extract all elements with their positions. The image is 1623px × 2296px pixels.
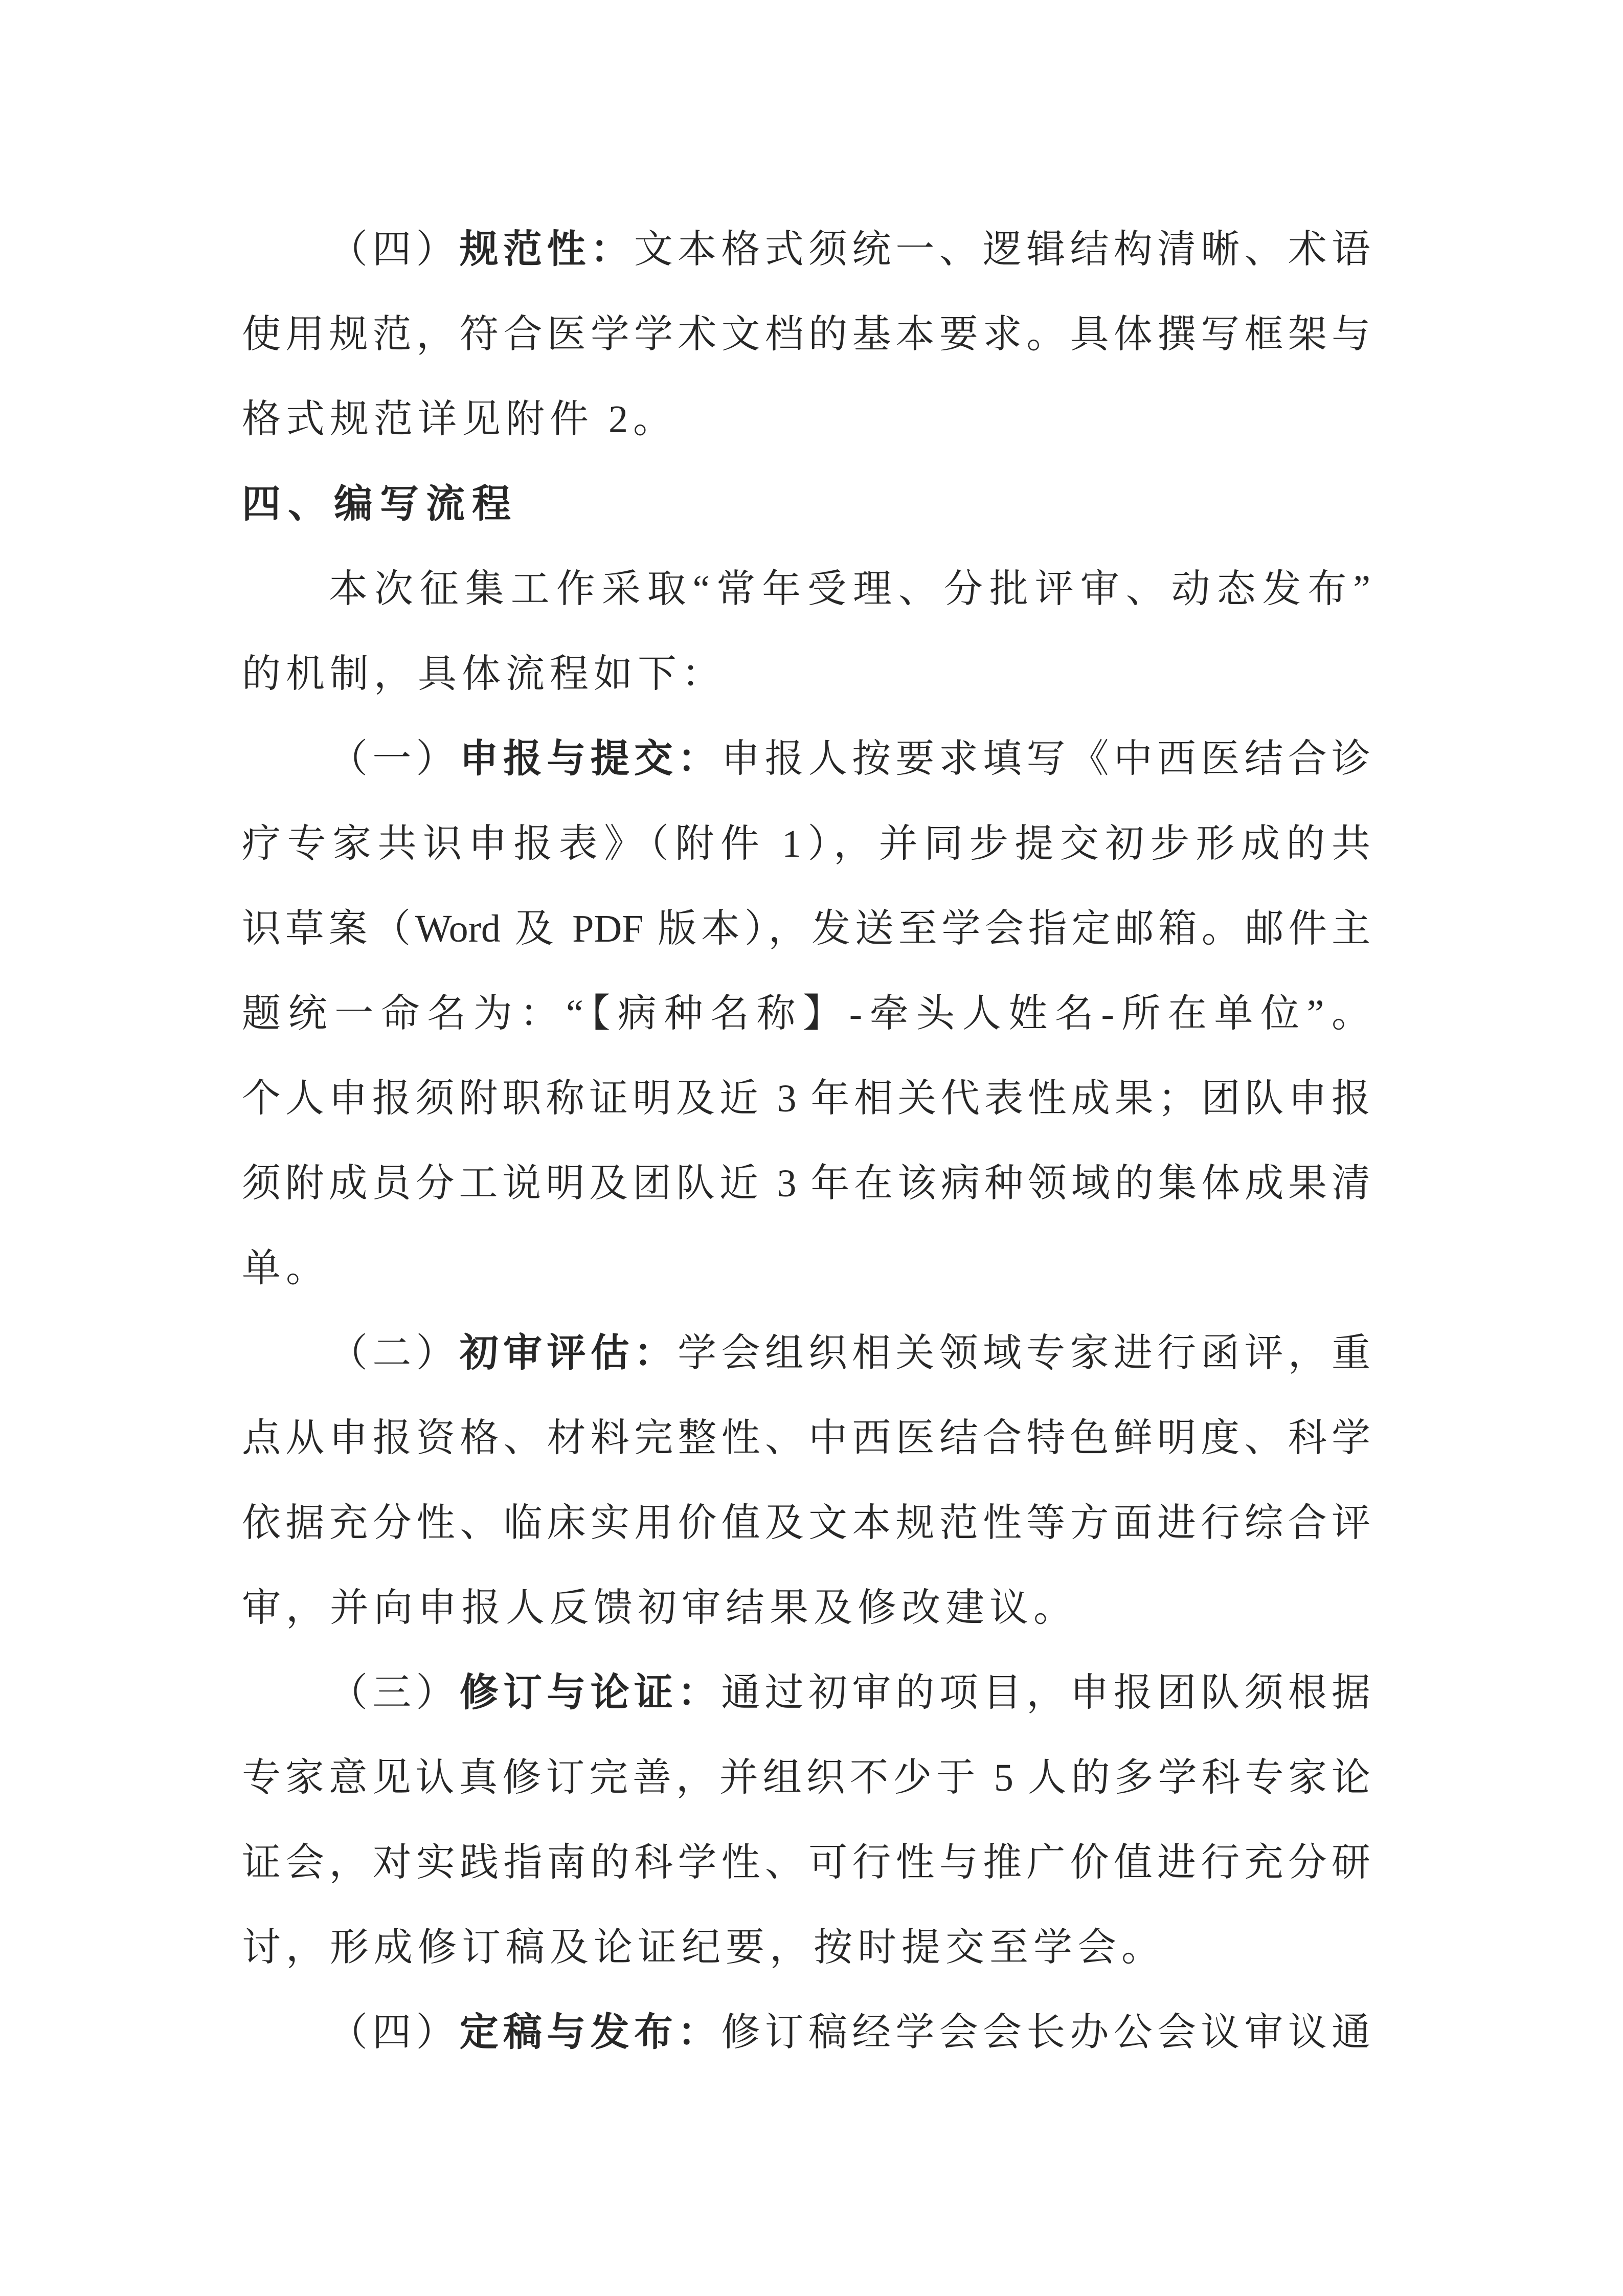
text-line — [242, 1921, 1370, 1974]
text-run: 审，并向申报人反馈初审结果及修改建议。 — [242, 1587, 1077, 1630]
text-run: （四） — [329, 2011, 460, 2054]
bold-text-run: 初审评估： — [459, 1332, 678, 1375]
bold-text-run: 规范性： — [459, 228, 634, 271]
text-run: 单。 — [242, 1247, 330, 1290]
text-line — [242, 987, 1370, 1040]
text-run: 个人申报须附职称证明及近 3 年相关代表性成果；团队申报 — [242, 1077, 1370, 1120]
text-line — [242, 1497, 1370, 1550]
text-run: 的机制，具体流程如下： — [242, 653, 726, 696]
bold-text-run: 修订与论证： — [459, 1671, 722, 1714]
text-line — [242, 393, 1370, 446]
text-run: 格式规范详见附件 2。 — [242, 398, 677, 441]
text-run: 本次征集工作采取“常年受理、分批评审、动态发布” — [329, 568, 1370, 611]
text-line — [242, 1327, 1370, 1380]
text-line — [242, 1836, 1370, 1889]
text-run: 须附成员分工说明及团队近 3 年在该病种领域的集体成果清 — [242, 1162, 1370, 1205]
text-line — [242, 1751, 1370, 1804]
document-text-block — [242, 0, 1370, 2296]
text-line — [242, 1242, 1370, 1295]
text-run: 证会，对实践指南的科学性、可行性与推广价值进行充分研 — [242, 1841, 1370, 1884]
text-line — [242, 902, 1370, 955]
text-line — [242, 1666, 1370, 1720]
text-run: 疗专家共识申报表》（附件 1），并同步提交初步形成的共 — [242, 822, 1370, 865]
text-line — [242, 2006, 1370, 2059]
text-line — [242, 563, 1370, 616]
text-line — [242, 223, 1370, 276]
text-run: （一） — [329, 738, 460, 781]
text-run: 识草案（Word 及 PDF 版本），发送至学会指定邮箱。邮件主 — [242, 907, 1370, 950]
text-run: 修订稿经学会会长办公会议审议通 — [721, 2011, 1371, 2054]
text-run: 通过初审的项目，申报团队须根据 — [721, 1671, 1371, 1714]
text-line — [242, 1157, 1370, 1210]
section-heading — [242, 478, 1370, 531]
bold-text-run: 四、编写流程 — [242, 483, 518, 526]
text-run: 题统一命名为：“【病种名称】-牵头人姓名-所在单位”。 — [242, 992, 1370, 1035]
text-line — [242, 1412, 1370, 1465]
bold-text-run: 定稿与发布： — [459, 2011, 722, 2054]
text-line — [242, 1581, 1370, 1635]
text-line — [242, 308, 1370, 361]
text-run: 申报人按要求填写《中西医结合诊 — [721, 738, 1371, 781]
text-run: 依据充分性、临床实用价值及文本规范性等方面进行综合评 — [242, 1502, 1370, 1545]
text-line — [242, 732, 1370, 786]
bold-text-run: 申报与提交： — [459, 738, 722, 781]
text-run: （四） — [329, 228, 460, 271]
text-line — [242, 1072, 1370, 1125]
text-line — [242, 648, 1370, 701]
text-run: 点从申报资格、材料完整性、中西医结合特色鲜明度、科学 — [242, 1417, 1370, 1460]
text-run: 学会组织相关领域专家进行函评，重 — [678, 1332, 1371, 1375]
text-run: 讨，形成修订稿及论证纪要，按时提交至学会。 — [242, 1926, 1165, 1969]
text-run: 文本格式须统一、逻辑结构清晰、术语 — [634, 228, 1371, 271]
text-line — [242, 817, 1370, 871]
text-run: 使用规范，符合医学学术文档的基本要求。具体撰写框架与 — [242, 313, 1370, 356]
text-run: （二） — [329, 1332, 460, 1375]
text-run: （三） — [329, 1671, 460, 1714]
text-run: 专家意见认真修订完善，并组织不少于 5 人的多学科专家论 — [242, 1756, 1370, 1799]
